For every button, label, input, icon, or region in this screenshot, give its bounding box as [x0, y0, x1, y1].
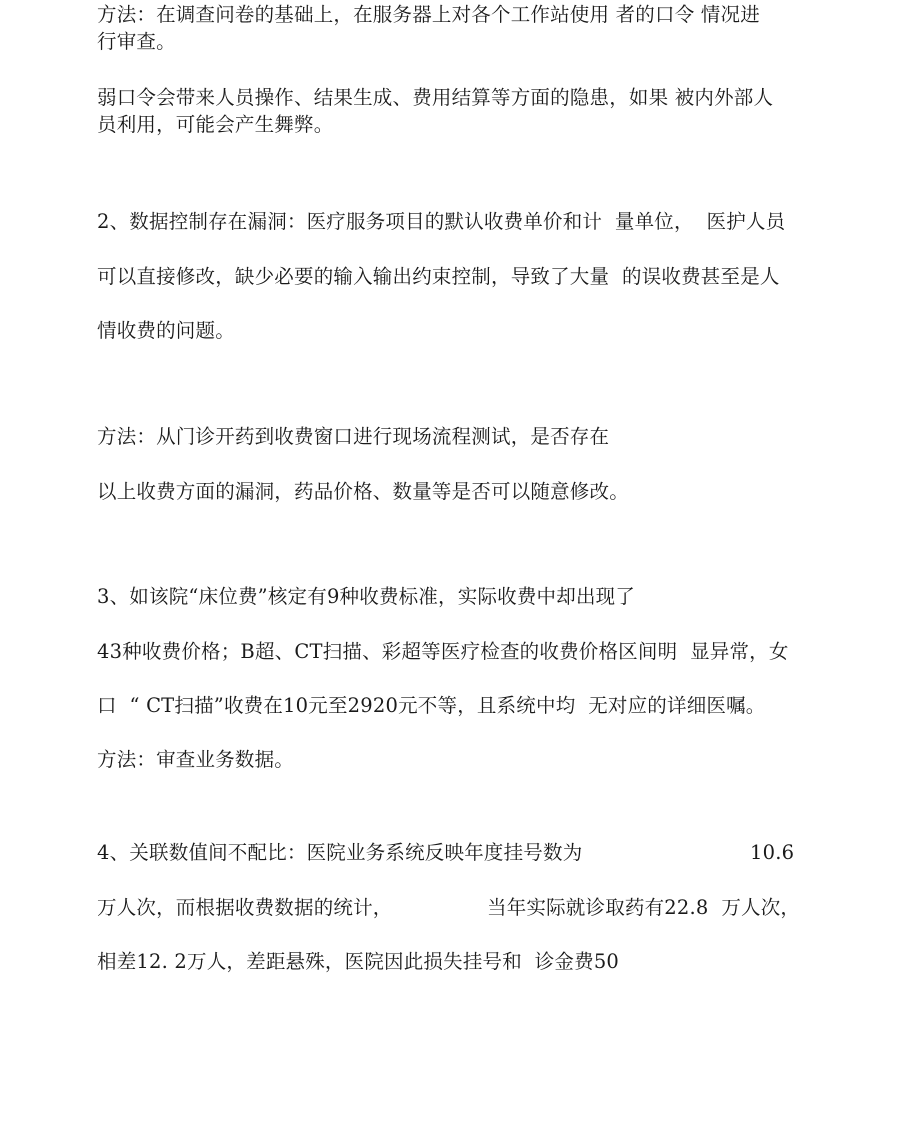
- item-3-line-1: 3、如该院“床位费”核定有9种收费标准，实际收费中却出现了: [97, 585, 636, 608]
- item-2-method-line-2: 以上收费方面的漏洞，药品价格、数量等是否可以随意修改。: [97, 480, 629, 503]
- item-4-line-2-left: 万人次，而根据收费数据的统计，: [97, 896, 393, 919]
- item-4-line-2-right: 当年实际就诊取药有22.8 万人次，: [487, 896, 801, 919]
- item-3-line-3: 口 “ CT扫描”收费在10元至2920元不等，且系统中均 无对应的详细医嘱。: [97, 694, 766, 717]
- method-paragraph-line-2: 行审查。: [97, 30, 176, 53]
- item-2-line-1: 2、数据控制存在漏洞：医疗服务项目的默认收费单价和计 量单位， 医护人员: [97, 210, 786, 233]
- risk-paragraph-line-1: 弱口令会带来人员操作、结果生成、费用结算等方面的隐患，如果 被内外部人: [97, 86, 774, 109]
- item-3-line-2: 43种收费价格；B超、CT扫描、彩超等医疗检查的收费价格区间明 显异常，女: [97, 640, 789, 663]
- item-2-method-line-1: 方法：从门诊开药到收费窗口进行现场流程测试，是否存在: [97, 425, 610, 448]
- item-4-line-1-value: 10.6: [750, 841, 795, 864]
- item-4-line-1-left: 4、关联数值间不配比：医院业务系统反映年度挂号数为: [97, 841, 583, 864]
- item-2-line-2: 可以直接修改，缺少必要的输入输出约束控制，导致了大量 的误收费甚至是人: [97, 265, 780, 288]
- method-paragraph-line-1: 方法：在调查问卷的基础上，在服务器上对各个工作站使用 者的口令 情况进: [97, 3, 760, 26]
- item-3-method: 方法：审查业务数据。: [97, 748, 295, 771]
- item-2-line-3: 情收费的问题。: [97, 319, 235, 342]
- item-4-line-3: 相差12. 2万人，差距悬殊，医院因此损失挂号和 诊金费50: [97, 950, 620, 973]
- risk-paragraph-line-2: 员利用，可能会产生舞弊。: [97, 113, 334, 136]
